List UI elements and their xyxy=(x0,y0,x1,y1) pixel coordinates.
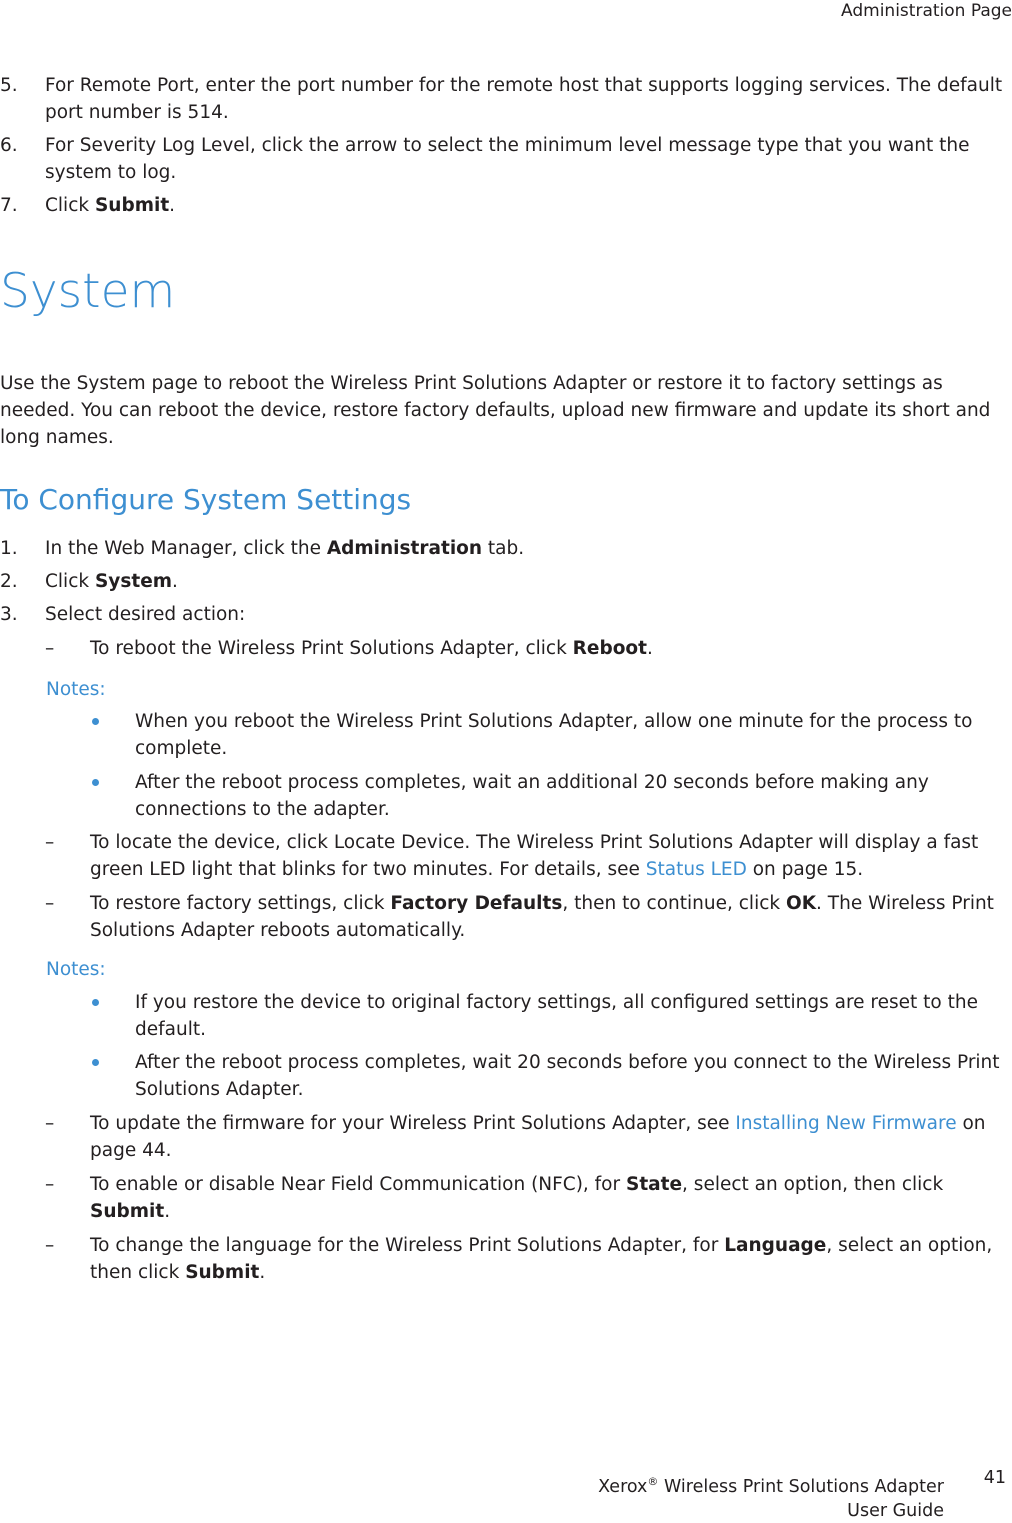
note-line: default. xyxy=(135,1019,206,1040)
footer-product: Xerox xyxy=(598,1476,648,1497)
action-text: green LED light that blinks for two minutes. For details, see xyxy=(90,859,646,880)
action-firmware xyxy=(45,1110,1012,1164)
step-text: In the Web Manager, click the xyxy=(45,538,327,559)
action-text: on page 15. xyxy=(746,859,864,880)
step-text: Click xyxy=(45,571,95,592)
step-number: 1. xyxy=(0,538,18,559)
config-step-3 xyxy=(0,601,1012,628)
config-step-1 xyxy=(0,535,1012,562)
subsection-title: To Configure System Settings xyxy=(0,483,412,516)
note-item xyxy=(92,1049,1012,1103)
notes-label: Notes: xyxy=(46,679,106,700)
page-number: 41 xyxy=(983,1468,1006,1488)
action-nfc xyxy=(45,1171,1012,1225)
action-text: To update the firmware for your Wireless Print Solutions Adapter, see xyxy=(90,1113,736,1134)
intro-line: long names. xyxy=(0,427,114,448)
action-text: . xyxy=(646,638,653,659)
ui-term-state: State xyxy=(626,1174,683,1195)
dash-marker: – xyxy=(45,832,55,853)
note-line: complete. xyxy=(135,738,228,759)
config-step-2 xyxy=(0,568,1012,595)
step-7 xyxy=(0,192,1012,219)
ui-term-submit: Submit xyxy=(185,1262,260,1283)
bullet-icon xyxy=(92,718,99,725)
step-5 xyxy=(0,72,1012,126)
status-led-link[interactable]: Status LED xyxy=(645,859,747,880)
step-number: 6. xyxy=(0,135,18,156)
ui-term-submit: Submit xyxy=(90,1201,165,1222)
running-header: Administration Page xyxy=(841,1,1012,21)
dash-marker: – xyxy=(45,893,55,914)
dash-marker: – xyxy=(45,1174,55,1195)
step-text: . xyxy=(172,571,178,592)
note-line: connections to the adapter. xyxy=(135,799,390,820)
section-title: System xyxy=(0,264,176,319)
step-text-line: port number is 514. xyxy=(45,102,229,123)
step-text: . xyxy=(169,195,176,216)
ui-term-reboot: Reboot xyxy=(572,638,647,659)
note-item xyxy=(92,989,1012,1043)
note-line: After the reboot process completes, wait an additional 20 seconds before making any xyxy=(135,772,929,793)
footer-doc-type: User Guide xyxy=(847,1500,944,1521)
action-text: To enable or disable Near Field Communication (NFC), for xyxy=(90,1174,626,1195)
ui-term-submit: Submit xyxy=(94,195,170,216)
step-text-line: For Severity Log Level, click the arrow to select the minimum level message type that you want the xyxy=(45,135,970,156)
action-text: To locate the device, click Locate Device. The Wireless Print Solutions Adapter will display a fast xyxy=(90,832,979,853)
step-text-line: For Remote Port, enter the port number for the remote host that supports logging services. The default xyxy=(45,75,1003,96)
bullet-icon xyxy=(92,779,99,786)
action-text: then click xyxy=(90,1262,186,1283)
note-item xyxy=(92,769,1012,823)
note-line: If you restore the device to original factory settings, all configured settings are reset to the xyxy=(135,992,978,1013)
step-number: 2. xyxy=(0,571,18,592)
ui-term-system: System xyxy=(94,571,173,592)
ui-term-administration: Administration xyxy=(326,538,483,559)
registered-mark: ® xyxy=(647,1475,659,1488)
ui-term-language: Language xyxy=(724,1235,827,1256)
ui-term-factory-defaults: Factory Defaults xyxy=(390,893,563,914)
ui-term-ok: OK xyxy=(785,893,817,914)
intro-line: Use the System page to reboot the Wireless Print Solutions Adapter or restore it to factory settings as xyxy=(0,373,943,394)
action-text: To reboot the Wireless Print Solutions Adapter, click xyxy=(90,638,573,659)
dash-marker: – xyxy=(45,638,55,659)
action-reboot xyxy=(45,635,1012,662)
step-number: 3. xyxy=(0,604,18,625)
note-line: After the reboot process completes, wait 20 seconds before you connect to the Wireless Print xyxy=(135,1052,1000,1073)
action-text: , select an option, xyxy=(826,1235,993,1256)
action-text: page 44. xyxy=(90,1140,172,1161)
action-text: . xyxy=(164,1201,171,1222)
note-line: When you reboot the Wireless Print Solutions Adapter, allow one minute for the process to xyxy=(135,711,973,732)
action-text: , select an option, then click xyxy=(682,1174,944,1195)
bullet-icon xyxy=(92,999,99,1006)
installing-firmware-link[interactable]: Installing New Firmware xyxy=(735,1113,957,1134)
action-text: , then to continue, click xyxy=(562,893,786,914)
intro-line: needed. You can reboot the device, restore factory defaults, upload new firmware and update its short and xyxy=(0,400,991,421)
action-factory-defaults xyxy=(45,890,1012,944)
step-6 xyxy=(0,132,1012,186)
action-text: To change the language for the Wireless Print Solutions Adapter, for xyxy=(90,1235,725,1256)
bullet-icon xyxy=(92,1059,99,1066)
footer-product: Wireless Print Solutions Adapter xyxy=(658,1476,944,1497)
step-text: Select desired action: xyxy=(45,604,246,625)
step-text: Click xyxy=(45,195,95,216)
action-text: Solutions Adapter reboots automatically. xyxy=(90,920,466,941)
action-text: on xyxy=(956,1113,986,1134)
action-text: . The Wireless Print xyxy=(816,893,994,914)
action-locate xyxy=(45,829,1012,883)
notes-label: Notes: xyxy=(46,959,106,980)
dash-marker: – xyxy=(45,1235,55,1256)
dash-marker: – xyxy=(45,1113,55,1134)
step-number: 5. xyxy=(0,75,18,96)
action-text: . xyxy=(259,1262,266,1283)
note-item xyxy=(92,708,1012,762)
action-language xyxy=(45,1232,1012,1286)
step-text-line: system to log. xyxy=(45,162,177,183)
action-text: To restore factory settings, click xyxy=(90,893,391,914)
note-line: Solutions Adapter. xyxy=(135,1079,304,1100)
page-footer xyxy=(598,1470,944,1523)
step-text: tab. xyxy=(482,538,525,559)
section-intro xyxy=(0,370,1012,451)
step-number: 7. xyxy=(0,195,18,216)
